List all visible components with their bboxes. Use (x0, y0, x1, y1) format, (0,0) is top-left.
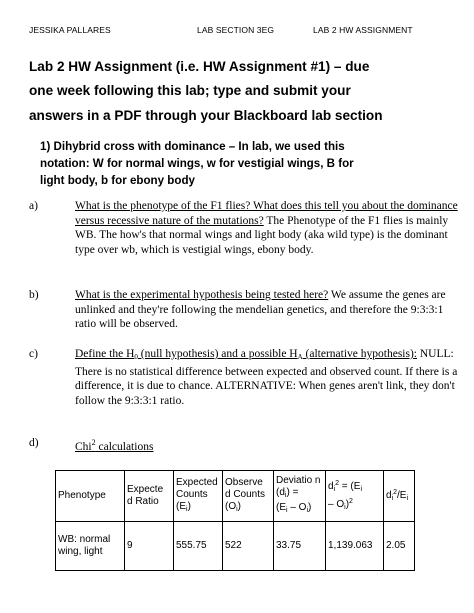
table-row (56, 522, 415, 571)
header-ratio-d: d (386, 490, 392, 501)
item-a-answer: The Phenotype of the F1 flies is mainly WB. The how's that normal wings and light body (aka wild type) is the dominant type over wb, which is vestigial wings, ebony body. (75, 214, 449, 256)
header-ratio-sub: i (391, 495, 394, 502)
header-deviation-formula-sub2: i (306, 507, 309, 514)
header-di2-minus: – O (328, 499, 345, 510)
header-assignment: LAB 2 HW ASSIGNMENT (313, 25, 413, 35)
header-deviation-formula-close: ) (308, 502, 312, 513)
item-d-body (75, 436, 465, 455)
item-c-question-post: (alternative hypothesis): (302, 348, 417, 360)
header-observed-counts-label: Observe d Counts (225, 476, 266, 500)
item-b-letter: b) (29, 289, 39, 301)
header-name: JESSIKA PALLARES (29, 25, 111, 35)
item-c-answer: NULL: There is no statistical difference between expected and observed count. If there is a difference, it is due to chance. ALTERNATIVE: When genes aren't link, they don't follow the 9:3:3:1 ratio. (75, 348, 458, 407)
item-c-question (75, 348, 417, 360)
header-di-squared (326, 471, 384, 522)
item-d-label-post: calculations (95, 441, 154, 453)
header-di2-eq: = (E (339, 481, 361, 492)
table-header-row (56, 471, 415, 522)
header-deviation-formula-mid: – O (287, 502, 307, 513)
cell-phenotype: WB: normal wing, light (56, 522, 125, 571)
item-d-letter: d) (29, 437, 39, 449)
header-di2-sub3: i (344, 504, 346, 511)
header-expected-ratio: Expecte d Ratio (125, 471, 174, 522)
question-1-line-1: 1) Dihybrid cross with dominance – In lab, we used this (40, 140, 345, 153)
header-observed-counts-close: ) (237, 500, 242, 512)
header-observed-counts-sym: (O (225, 500, 237, 512)
cell-di2-over-ei: 2.05 (384, 522, 415, 571)
header-ratio-sup: 2 (393, 489, 398, 496)
question-1-line-2: notation: W for normal wings, w for vestigial wings, B for (40, 157, 354, 170)
header-deviation-close: ) = (286, 487, 299, 498)
header-di2-d: d (328, 481, 334, 492)
header-deviation-formula-sub1: i (286, 507, 288, 514)
header-section: LAB SECTION 3EG (197, 25, 275, 35)
item-d-label-pre: Chi (75, 441, 92, 453)
cell-deviation: 33.75 (274, 522, 326, 571)
header-expected-counts-sub: i (186, 505, 188, 513)
header-expected-counts-label: Expected Counts (176, 476, 218, 500)
item-c-question-pre: Define the H (75, 348, 135, 360)
header-phenotype: Phenotype (56, 471, 125, 522)
header-expected-counts (174, 471, 223, 522)
page-title-line-2: one week following this lab; type and submit your (29, 83, 351, 98)
item-c-body (75, 347, 465, 408)
item-b-question: What is the experimental hypothesis being tested here? (75, 289, 329, 301)
item-c-question-mid: (null hypothesis) and a possible H (137, 348, 298, 360)
header-observed-counts (223, 471, 274, 522)
header-di2-sup: 2 (335, 480, 340, 487)
question-1-heading (40, 138, 460, 189)
item-c-h0-subscript: 0 (134, 353, 138, 361)
item-c-ha-subscript: A (297, 353, 303, 361)
item-b-body (75, 288, 465, 332)
cell-observed-counts: 522 (223, 522, 274, 571)
header-deviation-sub: i (284, 492, 287, 499)
header-deviation (274, 471, 326, 522)
question-1-line-3: light body, b for ebony body (40, 174, 195, 187)
header-deviation-label: Deviatio n (d (276, 475, 321, 498)
page-title-line-1: Lab 2 HW Assignment (i.e. HW Assignment #1) – due (29, 59, 370, 74)
item-a-question: What is the phenotype of the F1 flies? What does this tell you about the dominance versus recessive nature of the mutations? (75, 200, 458, 227)
header-di2-sub: i (333, 486, 336, 493)
page-title-line-3: answers in a PDF through your Blackboard lab section (29, 108, 383, 123)
chi-square-table (55, 470, 415, 571)
header-expected-counts-close: ) (187, 500, 191, 512)
item-d-label-sup: 2 (91, 438, 96, 447)
header-expected-counts-sym: (E (176, 500, 186, 512)
cell-di-squared: 1,139.063 (326, 522, 384, 571)
header-di2-sup2: 2 (349, 498, 353, 505)
header-ratio-div: /E (397, 490, 407, 501)
cell-expected-counts: 555.75 (174, 522, 223, 571)
header-ratio-sub2: i (406, 495, 409, 502)
header-di2-close: ) (345, 499, 350, 510)
header-di2-sub2: i (360, 486, 362, 493)
item-c-letter: c) (29, 348, 38, 360)
item-d-label (75, 438, 154, 453)
item-a-body (75, 199, 465, 257)
item-a-letter: a) (29, 200, 38, 212)
header-observed-counts-sub: i (236, 505, 238, 513)
item-b-answer: We assume the genes are unlinked and they're following the mendelian genetics, and therefore the 9:3:3:1 ratio will be observed. (75, 289, 446, 331)
cell-expected-ratio: 9 (125, 522, 174, 571)
header-deviation-formula: (E (276, 502, 286, 513)
header-di2-over-ei (384, 471, 415, 522)
